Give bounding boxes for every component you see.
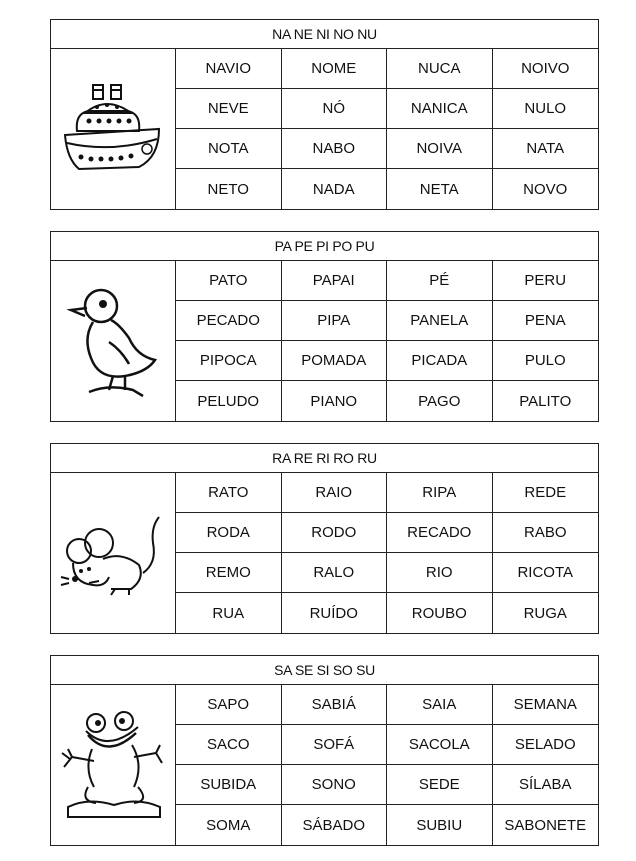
word-cell: NAVIO — [176, 49, 282, 89]
word-cell: PULO — [493, 341, 599, 381]
word-cell: RATO — [176, 473, 282, 513]
word-cell: SUBIDA — [176, 765, 282, 805]
word-cell: PIPA — [282, 301, 388, 341]
word-cell: RABO — [493, 513, 599, 553]
word-cell: SÍLABA — [493, 765, 599, 805]
word-cell: RIO — [387, 553, 493, 593]
block-title: RA RE RI RO RU — [51, 444, 598, 473]
duck-icon — [51, 261, 176, 421]
ship-icon — [51, 49, 176, 209]
frog-icon — [51, 685, 176, 845]
syllable-block-na — [50, 19, 599, 210]
word-cell: NÓ — [282, 89, 388, 129]
word-cell: SACO — [176, 725, 282, 765]
word-cell: NOTA — [176, 129, 282, 169]
word-cell: NABO — [282, 129, 388, 169]
word-cell: PÉ — [387, 261, 493, 301]
word-cell: RUÍDO — [282, 593, 388, 633]
word-cell: SABONETE — [504, 816, 587, 834]
word-grid — [176, 473, 598, 633]
word-cell: NULO — [493, 89, 599, 129]
word-cell: NETA — [387, 169, 493, 209]
word-cell: PIPOCA — [176, 341, 282, 381]
word-cell: SOMA — [176, 805, 282, 845]
word-cell: PECADO — [176, 301, 282, 341]
syllable-block-ra — [50, 443, 599, 634]
word-cell: RODA — [176, 513, 282, 553]
word-cell: SAIA — [387, 685, 493, 725]
word-cell: NATA — [493, 129, 599, 169]
word-cell: NOIVO — [493, 49, 599, 89]
word-cell: NADA — [282, 169, 388, 209]
block-title: NA NE NI NO NU — [51, 20, 598, 49]
word-cell: PERU — [493, 261, 599, 301]
word-cell: RODO — [282, 513, 388, 553]
word-cell: RUA — [176, 593, 282, 633]
word-cell: SAPO — [176, 685, 282, 725]
word-cell: RIPA — [387, 473, 493, 513]
word-cell: REDE — [493, 473, 599, 513]
word-cell: SEDE — [387, 765, 493, 805]
word-cell: RALO — [282, 553, 388, 593]
block-title: SA SE SI SO SU — [51, 656, 598, 685]
word-cell: NUCA — [387, 49, 493, 89]
word-grid — [176, 685, 598, 845]
word-cell: SOFÁ — [282, 725, 388, 765]
word-cell: NEVE — [176, 89, 282, 129]
word-cell: RAIO — [282, 473, 388, 513]
word-cell: SELADO — [493, 725, 599, 765]
word-cell: ROUBO — [387, 593, 493, 633]
word-cell: PENA — [493, 301, 599, 341]
word-cell: SÁBADO — [282, 805, 388, 845]
word-cell: NOVO — [523, 180, 568, 198]
word-cell: POMADA — [282, 341, 388, 381]
word-cell: SEMANA — [493, 685, 599, 725]
word-grid — [176, 49, 598, 209]
block-title: PA PE PI PO PU — [51, 232, 598, 261]
word-cell: PATO — [176, 261, 282, 301]
word-cell: PELUDO — [176, 381, 282, 421]
word-cell: NOIVA — [387, 129, 493, 169]
word-cell: NANICA — [387, 89, 493, 129]
word-cell: PALITO — [519, 392, 572, 410]
word-cell: NETO — [176, 169, 282, 209]
word-cell: PICADA — [387, 341, 493, 381]
word-cell: SACOLA — [387, 725, 493, 765]
syllable-block-pa — [50, 231, 599, 422]
word-cell: RICOTA — [493, 553, 599, 593]
word-grid — [176, 261, 598, 421]
syllable-block-sa — [50, 655, 599, 846]
mouse-icon — [51, 473, 176, 633]
word-cell: SUBIU — [387, 805, 493, 845]
word-cell: PAGO — [387, 381, 493, 421]
word-cell: SONO — [282, 765, 388, 805]
word-cell: PAPAI — [282, 261, 388, 301]
word-cell: REMO — [176, 553, 282, 593]
word-cell: RUGA — [523, 604, 567, 622]
word-cell: RECADO — [387, 513, 493, 553]
word-cell: PIANO — [282, 381, 388, 421]
word-cell: PANELA — [387, 301, 493, 341]
word-cell: NOME — [282, 49, 388, 89]
word-cell: SABIÁ — [282, 685, 388, 725]
